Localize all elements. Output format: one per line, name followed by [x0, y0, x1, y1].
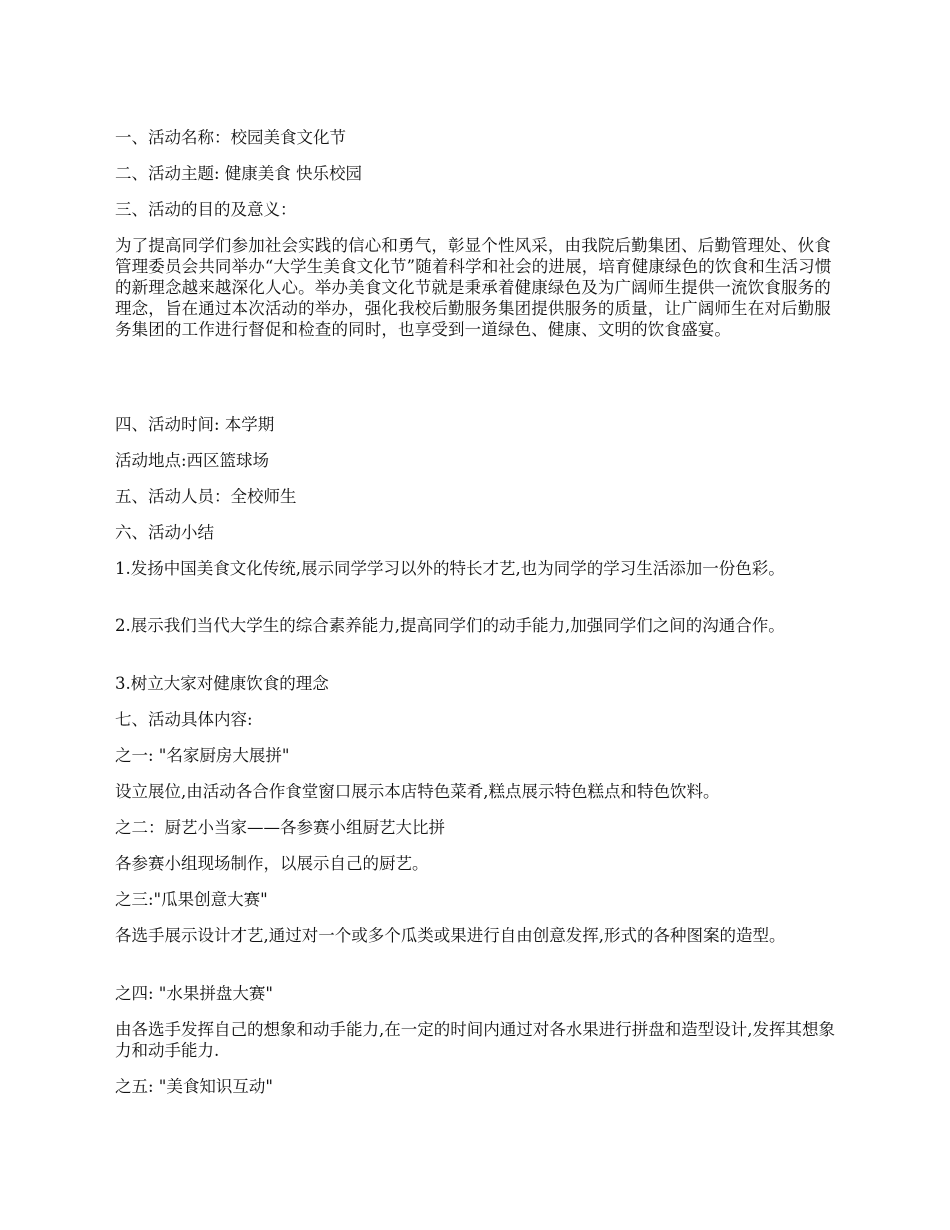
- activity-time-line: 四、活动时间: 本学期: [115, 415, 275, 434]
- activity-location-line: 活动地点:西区篮球场: [115, 451, 270, 470]
- purpose-heading: 三、活动的目的及意义：: [115, 200, 297, 219]
- content-5-title: 之五: "美食知识互动": [115, 1077, 273, 1096]
- content-2-title: 之二：厨艺小当家——各参赛小组厨艺大比拼: [115, 818, 445, 837]
- activity-name-line: 一、活动名称：校园美食文化节: [115, 128, 346, 147]
- summary-item-2: 2.展示我们当代大学生的综合素养能力,提高同学们的动手能力,加强同学们之间的沟通合作。: [115, 616, 785, 635]
- summary-item-1: 1.发扬中国美食文化传统,展示同学学习以外的特长才艺,也为同学的学习生活添加一份色彩。: [115, 559, 785, 578]
- summary-item-3: 3.树立大家对健康饮食的理念: [115, 674, 329, 693]
- content-1-title: 之一: "名家厨房大展拼": [115, 746, 290, 765]
- summary-heading: 六、活动小结: [115, 523, 214, 542]
- content-4-title: 之四: "水果拼盘大赛": [115, 984, 273, 1003]
- purpose-paragraph: 为了提高同学们参加社会实践的信心和勇气，彰显个性风采，由我院后勤集团、后勤管理处、伙食管理委员会共同举办“大学生美食文化节”随着科学和社会的进展，培育健康绿色的饮食和生活习惯的新理念越来越深化人心。举办美食文化节就是秉承着健康绿色及为广阔师生提供一流饮食服务的理念，旨在通过本次活动的举办，强化我校后勤服务集团提供服务的质量，让广阔师生在对后勤服务集团的工作进行督促和检查的同时，也享受到一道绿色、健康、文明的饮食盛宴。: [115, 236, 832, 339]
- content-3-title: 之三:"瓜果创意大赛": [115, 890, 268, 909]
- content-3-description: 各选手展示设计才艺,通过对一个或多个瓜类或果进行自由创意发挥,形式的各种图案的造型。: [115, 926, 786, 945]
- activity-participants-line: 五、活动人员：全校师生: [115, 487, 297, 506]
- activity-theme-line: 二、活动主题: 健康美食 快乐校园: [115, 164, 363, 183]
- content-2-description: 各参赛小组现场制作，以展示自己的厨艺。: [115, 854, 429, 873]
- content-1-description: 设立展位,由活动各合作食堂窗口展示本店特色菜肴,糕点展示特色糕点和特色饮料。: [115, 782, 720, 801]
- content-4-description: 由各选手发挥自己的想象和动手能力,在一定的时间内通过对各水果进行拼盘和造型设计,发挥其想象力和动手能力.: [115, 1020, 835, 1060]
- content-heading: 七、活动具体内容:: [115, 710, 253, 729]
